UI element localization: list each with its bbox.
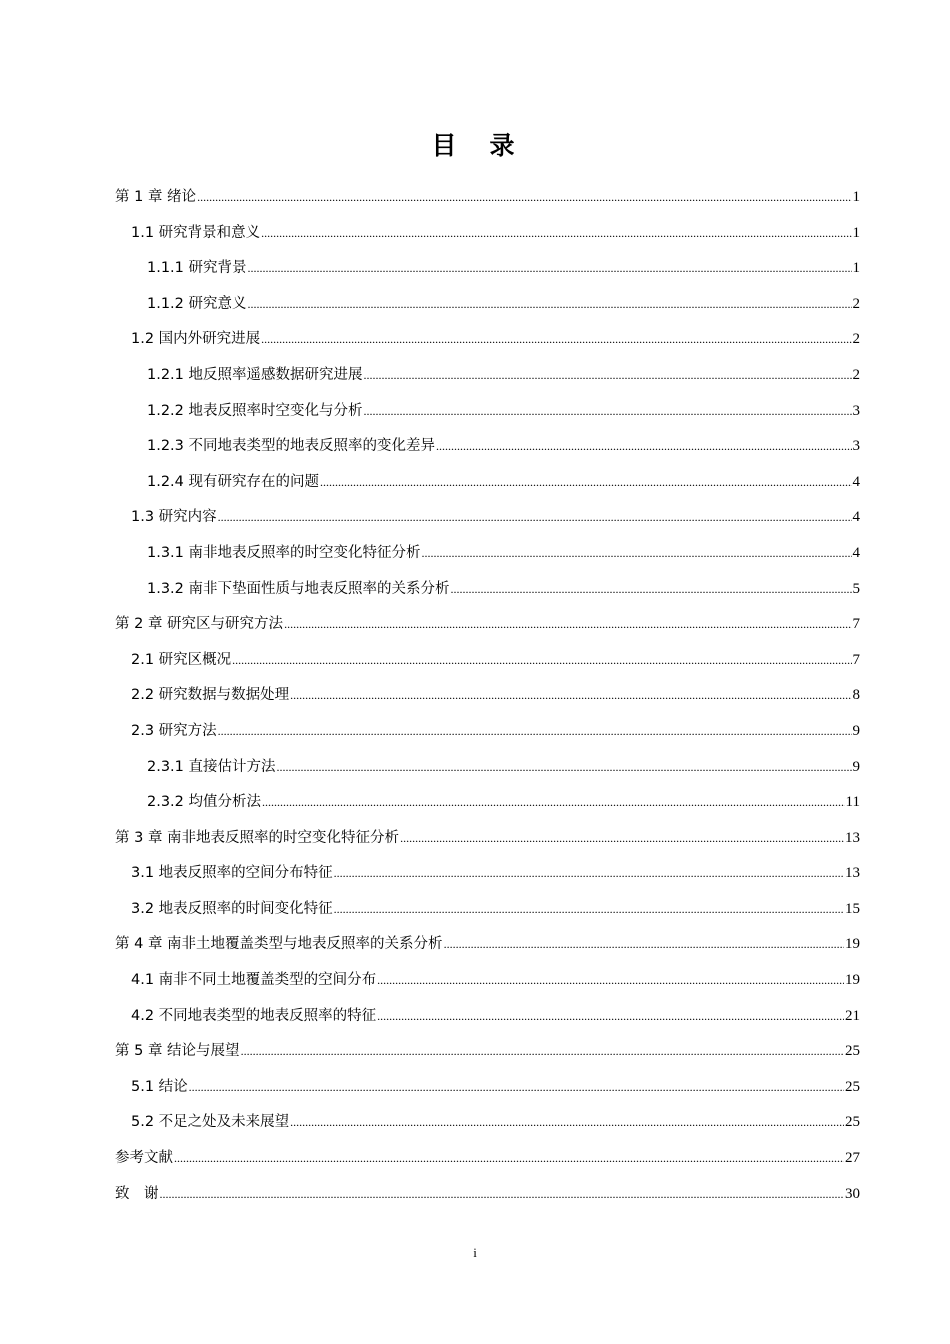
toc-leader-dots: [444, 927, 844, 963]
toc-entry-chapter[interactable]: [115, 927, 860, 963]
toc-entry-subsection[interactable]: [115, 394, 860, 430]
toc-entry-section[interactable]: [115, 1105, 860, 1141]
toc-list: [115, 180, 860, 1212]
toc-leader-dots: [248, 287, 852, 323]
toc-entry-page: 21: [845, 1007, 860, 1024]
toc-leader-dots: [262, 785, 845, 821]
toc-leader-dots: [248, 251, 852, 287]
toc-entry-chapter[interactable]: [115, 821, 860, 857]
toc-entry-label: 参考文献: [115, 1150, 173, 1167]
toc-entry-label: 5.2 不足之处及未来展望: [131, 1114, 290, 1131]
toc-entry-subsection[interactable]: [115, 785, 860, 821]
toc-entry-page: 13: [845, 829, 860, 846]
toc-entry-chapter[interactable]: [115, 180, 860, 216]
toc-leader-dots: [436, 429, 851, 465]
toc-leader-dots: [160, 1177, 845, 1213]
toc-leader-dots: [261, 216, 851, 252]
toc-entry-label: 1.1.1 研究背景: [147, 260, 247, 277]
toc-entry-page: 1: [852, 224, 860, 241]
toc-entry-page: 30: [845, 1185, 860, 1202]
toc-entry-page: 4: [852, 509, 860, 526]
toc-entry-subsection[interactable]: [115, 429, 860, 465]
toc-entry-label: 第 3 章 南非地表反照率的时空变化特征分析: [115, 829, 400, 846]
toc-entry-page: 2: [852, 331, 860, 348]
toc-entry-page: 3: [852, 402, 860, 419]
toc-entry-label: 2.2 研究数据与数据处理: [131, 687, 290, 704]
toc-entry-subsection[interactable]: [115, 287, 860, 323]
toc-entry-label: 1.1 研究背景和意义: [131, 224, 261, 241]
toc-title: 目 录: [431, 131, 519, 160]
toc-entry-page: 1: [852, 189, 860, 205]
toc-entry-label: 1.2.4 现有研究存在的问题: [147, 473, 320, 490]
toc-leader-dots: [422, 536, 852, 572]
toc-entry-label: 3.2 地表反照率的时间变化特征: [131, 900, 333, 917]
toc-entry-page: 4: [852, 544, 860, 561]
toc-entry-page: 5: [852, 580, 860, 597]
toc-entry-page: 25: [845, 1078, 860, 1095]
toc-entry-page: 19: [845, 972, 860, 989]
toc-entry-label: 1.3.2 南非下垫面性质与地表反照率的关系分析: [147, 580, 450, 597]
toc-entry-page: 4: [852, 473, 860, 490]
toc-entry-section[interactable]: [115, 500, 860, 536]
toc-entry-page: 27: [845, 1150, 860, 1167]
toc-entry-label: 1.3.1 南非地表反照率的时空变化特征分析: [147, 544, 421, 561]
toc-entry-label: 3.1 地表反照率的空间分布特征: [131, 865, 333, 882]
toc-leader-dots: [364, 394, 852, 430]
toc-leader-dots: [261, 322, 851, 358]
toc-entry-label: 4.1 南非不同土地覆盖类型的空间分布: [131, 972, 377, 989]
toc-entry-page: 9: [852, 758, 860, 775]
toc-entry-section[interactable]: [115, 643, 860, 679]
toc-leader-dots: [189, 1070, 844, 1106]
toc-entry-page: 15: [845, 900, 860, 917]
toc-entry-subsection[interactable]: [115, 465, 860, 501]
toc-entry-label: 致 谢: [115, 1185, 159, 1202]
toc-leader-dots: [290, 1105, 844, 1141]
toc-entry-label: 4.2 不同地表类型的地表反照率的特征: [131, 1007, 377, 1024]
toc-entry-section[interactable]: [115, 856, 860, 892]
toc-entry-label: 1.2.3 不同地表类型的地表反照率的变化差异: [147, 438, 436, 455]
toc-entry-page: 3: [852, 438, 860, 455]
toc-entry-label: 1.2 国内外研究进展: [131, 331, 261, 348]
toc-entry-page: 19: [845, 936, 860, 953]
toc-entry-page: 1: [852, 260, 860, 277]
toc-leader-dots: [232, 643, 851, 679]
toc-leader-dots: [377, 963, 844, 999]
toc-entry-page: 7: [852, 651, 860, 668]
toc-entry-label: 1.2.1 地反照率遥感数据研究进展: [147, 366, 363, 383]
toc-entry-label: 第 4 章 南非土地覆盖类型与地表反照率的关系分析: [115, 936, 443, 953]
toc-leader-dots: [400, 821, 844, 857]
toc-entry-subsection[interactable]: [115, 572, 860, 608]
toc-leader-dots: [334, 892, 844, 928]
toc-entry-section[interactable]: [115, 892, 860, 928]
toc-entry-section[interactable]: [115, 963, 860, 999]
toc-entry-page: 11: [845, 794, 860, 811]
toc-entry-section[interactable]: [115, 678, 860, 714]
toc-leader-dots: [451, 572, 852, 608]
toc-entry-page: 9: [852, 722, 860, 739]
toc-entry-section[interactable]: [115, 999, 860, 1035]
toc-entry-page: 8: [852, 687, 860, 704]
toc-leader-dots: [218, 500, 852, 536]
toc-entry-page: 13: [845, 865, 860, 882]
toc-leader-dots: [320, 465, 851, 501]
toc-entry-subsection[interactable]: [115, 750, 860, 786]
toc-entry-label: 2.3.2 均值分析法: [147, 794, 262, 811]
toc-entry-label: 第 2 章 研究区与研究方法: [115, 616, 284, 633]
toc-entry-label: 第 1 章 绪论: [115, 189, 197, 205]
toc-leader-dots: [197, 180, 851, 216]
toc-entry-label: 第 5 章 结论与展望: [115, 1043, 240, 1060]
toc-entry-chapter[interactable]: [115, 1034, 860, 1070]
toc-leader-dots: [241, 1034, 844, 1070]
toc-entry-label: 2.3.1 直接估计方法: [147, 758, 276, 775]
toc-entry-page: 25: [845, 1043, 860, 1060]
toc-entry-label: 2.1 研究区概况: [131, 651, 232, 668]
toc-entry-chapter[interactable]: [115, 607, 860, 643]
toc-leader-dots: [334, 856, 844, 892]
toc-leader-dots: [284, 607, 851, 643]
toc-entry-acknowledgements[interactable]: [115, 1177, 860, 1213]
toc-entry-references[interactable]: [115, 1141, 860, 1177]
toc-leader-dots: [277, 750, 852, 786]
toc-entry-section[interactable]: [115, 216, 860, 252]
toc-entry-label: 5.1 结论: [131, 1078, 188, 1095]
toc-entry-page: 25: [845, 1114, 860, 1131]
toc-leader-dots: [174, 1141, 844, 1177]
toc-entry-page: 7: [852, 616, 860, 633]
toc-entry-section[interactable]: [115, 322, 860, 358]
toc-entry-section[interactable]: [115, 714, 860, 750]
toc-entry-page: 2: [852, 366, 860, 383]
toc-leader-dots: [290, 678, 851, 714]
toc-entry-label: 1.3 研究内容: [131, 509, 217, 526]
toc-entry-label: 1.1.2 研究意义: [147, 295, 247, 312]
toc-leader-dots: [218, 714, 852, 750]
toc-leader-dots: [364, 358, 852, 394]
toc-entry-subsection[interactable]: [115, 536, 860, 572]
toc-entry-section[interactable]: [115, 1070, 860, 1106]
page-number-footer: i: [473, 1245, 477, 1260]
toc-entry-label: 2.3 研究方法: [131, 722, 217, 739]
toc-entry-subsection[interactable]: [115, 251, 860, 287]
toc-entry-label: 1.2.2 地表反照率时空变化与分析: [147, 402, 363, 419]
toc-entry-subsection[interactable]: [115, 358, 860, 394]
toc-entry-page: 2: [852, 295, 860, 312]
toc-leader-dots: [377, 999, 844, 1035]
